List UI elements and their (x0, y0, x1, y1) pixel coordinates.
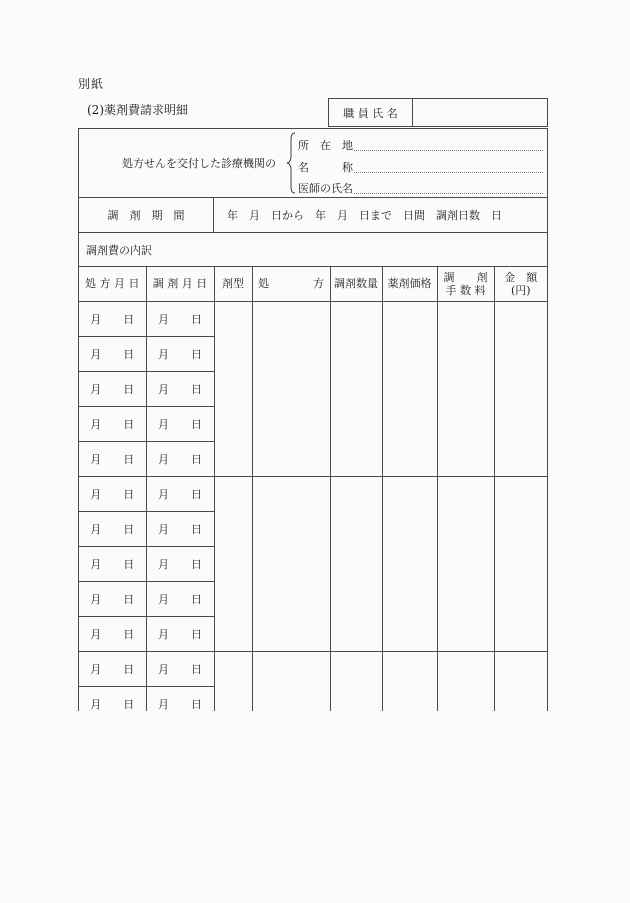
drug-price-cell (382, 302, 437, 477)
dispense-date-cell: 月 日 (146, 442, 214, 477)
staff-name-box (328, 98, 548, 127)
header-prescription: 処 方 (252, 267, 330, 302)
clinic-section (79, 129, 547, 198)
clinic-lead-label: 処方せんを交付した診療機関の (122, 157, 276, 170)
clinic-fields (298, 132, 543, 196)
address-label: 所 在 地 (298, 139, 353, 153)
breakdown-table-head (79, 267, 547, 302)
doctor-name-row (298, 175, 543, 196)
form-body (78, 128, 548, 711)
fee-cell (437, 652, 494, 712)
dispense-date-cell: 月 日 (146, 512, 214, 547)
prescription-date-cell: 月 日 (79, 372, 146, 407)
dispensing-period-label: 調 剤 期 間 (79, 198, 214, 232)
breakdown-title: 調剤費の内訳 (79, 233, 547, 267)
fee-cell (437, 477, 494, 652)
prescription-cell (252, 477, 330, 652)
dispense-date-cell: 月 日 (146, 407, 214, 442)
clinic-name-rule (354, 172, 543, 173)
breakdown-table (79, 267, 547, 711)
header-dispensing-fee-line2: 手 数 料 (445, 284, 486, 297)
quantity-cell (330, 302, 382, 477)
dispense-date-cell: 月 日 (146, 477, 214, 512)
prescription-date-cell: 月 日 (79, 547, 146, 582)
clinic-name-label: 名 称 (298, 160, 353, 174)
amount-cell (494, 652, 547, 712)
prescription-date-cell: 月 日 (79, 407, 146, 442)
header-quantity: 調剤数量 (330, 267, 382, 302)
prescription-date-cell: 月 日 (79, 652, 146, 687)
prescription-date-cell: 月 日 (79, 617, 146, 652)
amount-cell (494, 302, 547, 477)
doctor-name-rule (354, 193, 543, 194)
dosage-form-cell (214, 652, 252, 712)
dispense-date-cell: 月 日 (146, 547, 214, 582)
dispense-date-cell: 月 日 (146, 372, 214, 407)
dispensing-period-value: 年 月 日から 年 月 日まで 日間 調剤日数 日 (227, 209, 502, 222)
header-dispense-date: 調 剤 月 日 (146, 267, 214, 302)
header-row (79, 267, 547, 302)
dispense-date-cell: 月 日 (146, 617, 214, 652)
dispense-date-cell: 月 日 (146, 582, 214, 617)
quantity-cell (330, 477, 382, 652)
page-title: (2)薬剤費請求明細 (87, 103, 188, 117)
prescription-date-cell: 月 日 (79, 582, 146, 617)
prescription-date-cell: 月 日 (79, 512, 146, 547)
header-amount (494, 267, 547, 302)
breakdown-table-body (79, 302, 547, 712)
fee-cell (437, 302, 494, 477)
dispense-date-cell: 月 日 (146, 302, 214, 337)
dispense-date-cell: 月 日 (146, 652, 214, 687)
dispensing-period-row (79, 198, 547, 233)
header-amount-line2: (円) (510, 284, 531, 297)
dispense-date-cell: 月 日 (146, 687, 214, 712)
table-row (79, 477, 547, 512)
staff-name-label: 職 員 氏 名 (329, 99, 413, 126)
table-row (79, 302, 547, 337)
prescription-date-cell: 月 日 (79, 477, 146, 512)
address-rule (354, 150, 543, 151)
prescription-date-cell: 月 日 (79, 302, 146, 337)
amount-cell (494, 477, 547, 652)
staff-name-value (413, 99, 547, 126)
header-dispensing-fee-line1: 調 剤 (443, 271, 488, 284)
header-prescription-date: 処 方 月 日 (79, 267, 146, 302)
quantity-cell (330, 652, 382, 712)
header-dosage-form: 剤型 (214, 267, 252, 302)
clinic-name-row (298, 153, 543, 174)
prescription-date-cell: 月 日 (79, 337, 146, 372)
prescription-date-cell: 月 日 (79, 442, 146, 477)
header-amount-line1: 金 額 (504, 271, 538, 284)
clinic-address-row (298, 132, 543, 153)
prescription-cell (252, 302, 330, 477)
table-row (79, 652, 547, 687)
prescription-date-cell: 月 日 (79, 687, 146, 712)
attachment-tag: 別紙 (78, 77, 105, 91)
header-dispensing-fee (437, 267, 494, 302)
brace-icon (286, 132, 296, 194)
drug-price-cell (382, 477, 437, 652)
dosage-form-cell (214, 302, 252, 477)
dispense-date-cell: 月 日 (146, 337, 214, 372)
drug-price-cell (382, 652, 437, 712)
header-drug-price: 薬剤価格 (382, 267, 437, 302)
dosage-form-cell (214, 477, 252, 652)
doctor-name-label: 医師の氏名 (298, 181, 353, 195)
prescription-cell (252, 652, 330, 712)
